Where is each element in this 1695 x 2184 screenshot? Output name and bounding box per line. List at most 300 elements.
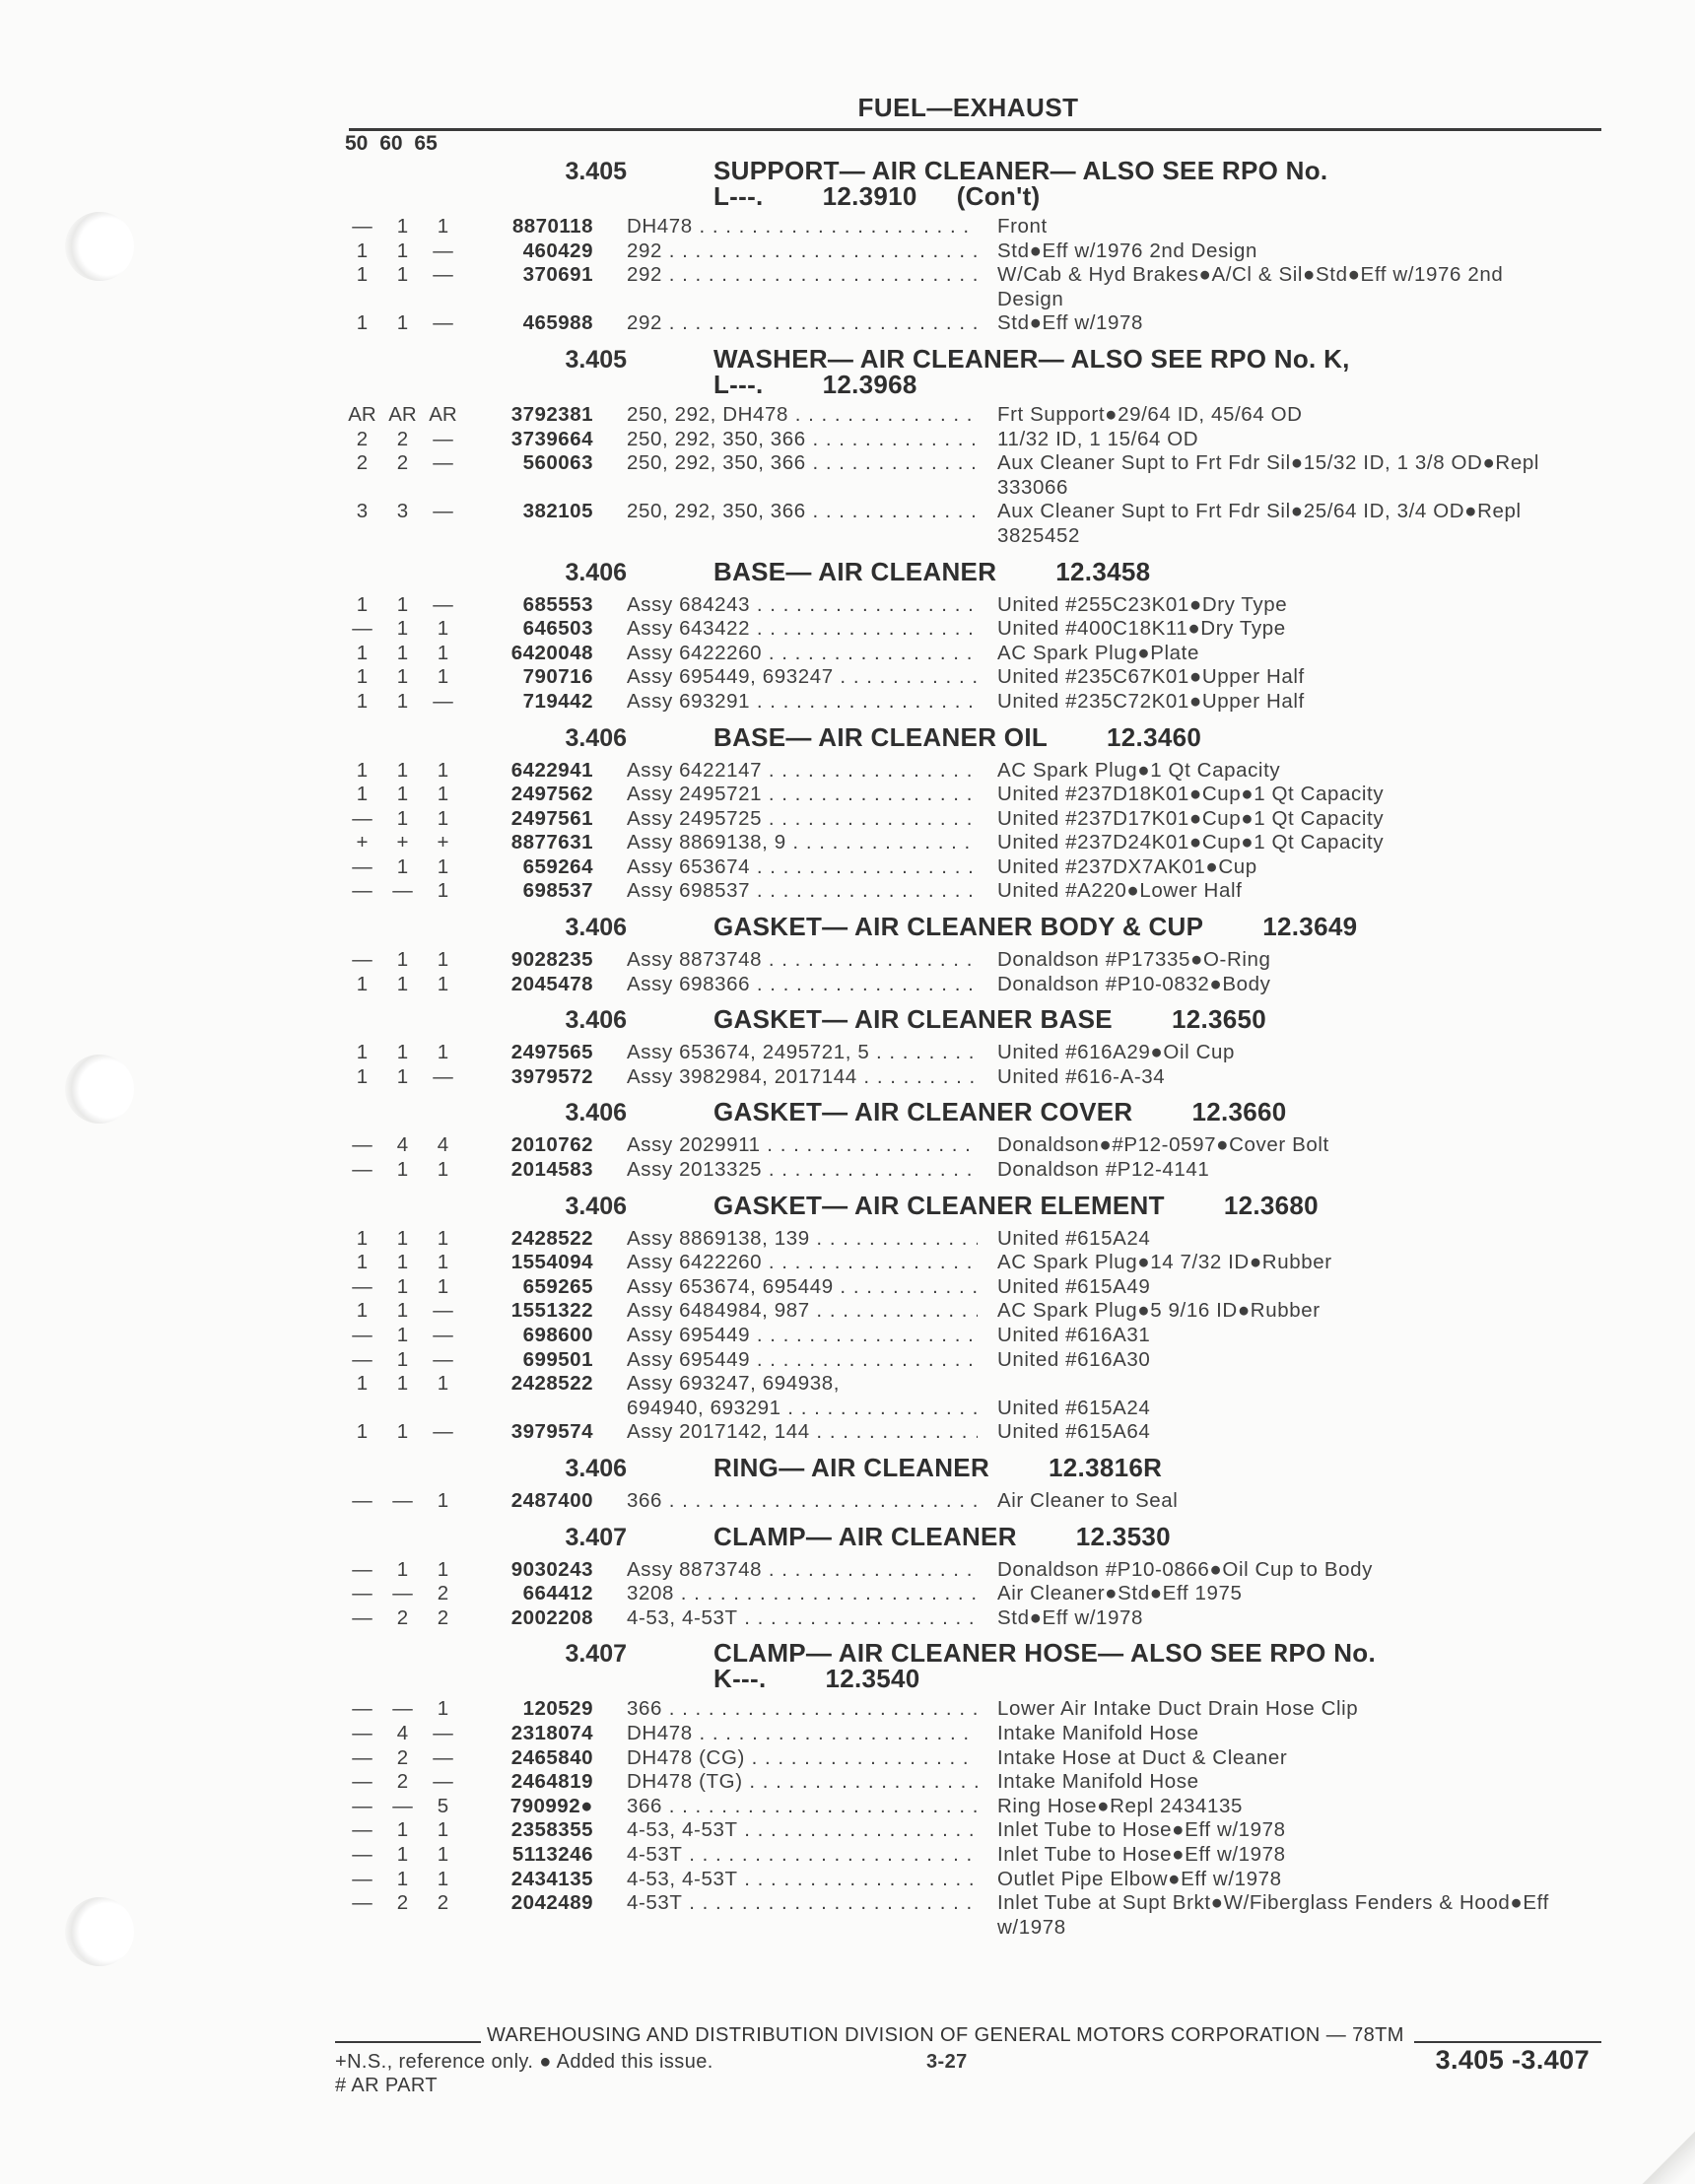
section-header (335, 1453, 1601, 1483)
part-row (335, 1868, 1601, 1892)
page-footer (335, 2024, 1601, 2108)
part-application: Assy 684243 . . . (627, 593, 978, 618)
section-title-line (713, 1099, 1581, 1125)
section-rows (335, 759, 1601, 905)
year-qty-60: 1 (396, 806, 409, 830)
year-qty-50: 1 (356, 592, 369, 616)
part-application: Assy 3982984, 2017144 . . . (627, 1065, 978, 1090)
part-row (335, 1275, 1601, 1300)
year-qty-60: — (392, 1697, 413, 1721)
part-application: Assy 693247, 694938, (627, 1372, 841, 1396)
part-row (335, 451, 1601, 500)
part-number: 5113246 (511, 1842, 593, 1866)
part-row (335, 239, 1601, 264)
year-qty-65: — (433, 239, 453, 262)
part-number: 719442 (522, 689, 593, 713)
section-header (335, 557, 1601, 587)
part-number: 2428522 (510, 1372, 593, 1396)
year-qty-60: 1 (396, 1867, 409, 1890)
part-row (335, 311, 1601, 336)
part-number: 2497561 (510, 806, 593, 830)
year-qty-60: — (392, 1582, 413, 1605)
part-description: United #235C67K01●Upper Half (997, 665, 1305, 689)
year-qty-60: 1 (396, 1347, 409, 1371)
section-code: 3.406 (565, 723, 627, 752)
year-qty-50: — (352, 1133, 373, 1157)
section-rows (335, 1697, 1601, 1940)
part-application: Assy 695449 . . . (627, 1348, 978, 1373)
binder-hole-top (65, 212, 134, 281)
parts-list (335, 156, 1601, 1947)
part-description: AC Spark Plug●5 9/16 ID●Rubber (997, 1299, 1321, 1323)
year-qty-60: 1 (396, 783, 409, 806)
part-description: Intake Manifold Hose (997, 1721, 1199, 1744)
part-row (335, 263, 1601, 311)
part-application: Assy 2029911 . . . (627, 1133, 978, 1158)
year-qty-65 (423, 1397, 463, 1421)
part-row (335, 1397, 1601, 1421)
year-qty-65: + (437, 831, 449, 854)
section-title-text: SUPPORT— AIR CLEANER— ALSO SEE RPO No. (713, 156, 1328, 185)
part-description: United #616A29●Oil Cup (997, 1041, 1235, 1064)
part-description: Intake Hose at Duct & Cleaner (997, 1745, 1288, 1769)
year-qty-60: — (392, 1794, 413, 1817)
part-row (335, 1299, 1601, 1324)
section-title-text: K---. (713, 1664, 767, 1694)
section-catalog-number: 12.3540 (825, 1664, 920, 1694)
footer-rule-right (1414, 2041, 1601, 2043)
part-application: 366 . . . (627, 1795, 978, 1819)
part-number: 2318074 (510, 1721, 593, 1744)
year-qty-50: — (352, 806, 373, 830)
part-description: Inlet Tube to Hose●Eff w/1978 (997, 1842, 1286, 1866)
footer-legend-ar: # AR PART (335, 2075, 439, 2096)
part-number: 2045478 (510, 972, 593, 995)
year-qty-50: — (352, 1347, 373, 1371)
year-qty-65: 1 (437, 854, 449, 878)
part-number: 8870118 (511, 215, 593, 238)
part-number: 3979574 (510, 1420, 593, 1444)
section-code: 3.405 (565, 345, 627, 374)
part-application: DH478 (CG) . . . (627, 1746, 978, 1771)
year-qty-60: 2 (396, 451, 409, 475)
year-qty-60: 2 (396, 1770, 409, 1794)
section-catalog-number: 12.3968 (822, 369, 917, 399)
part-description: United #400C18K11●Dry Type (997, 617, 1286, 641)
year-qty-50 (342, 1397, 382, 1421)
section-catalog-number: 12.3910 (822, 181, 917, 211)
year-qty-65: 2 (437, 1605, 449, 1629)
year-qty-60: 2 (396, 1605, 409, 1629)
year-qty-65: 1 (437, 1697, 449, 1721)
parts-section (335, 344, 1601, 549)
year-qty-60: 3 (396, 500, 409, 523)
year-qty-50: — (352, 1745, 373, 1769)
year-qty-50: — (352, 854, 373, 878)
part-application: 4-53, 4-53T . . . (627, 1606, 978, 1631)
year-qty-65: — (433, 311, 453, 335)
part-row (335, 1722, 1601, 1746)
section-title-line (713, 1638, 1581, 1669)
part-row (335, 879, 1601, 904)
section-rows (335, 403, 1601, 549)
section-header (335, 722, 1601, 753)
section-title (713, 912, 1581, 942)
section-rows (335, 1227, 1601, 1445)
year-qty-50: — (352, 215, 373, 238)
part-number: 2497565 (510, 1041, 593, 1064)
part-description: United #615A24 (997, 1396, 1151, 1419)
part-description: United #237D17K01●Cup●1 Qt Capacity (997, 806, 1385, 830)
part-number: 698600 (522, 1324, 593, 1346)
part-application: Assy 6484984, 987 . . . (627, 1299, 978, 1324)
part-description: 11/32 ID, 1 15/64 OD (997, 427, 1199, 450)
section-catalog-number: 12.3458 (1055, 556, 1151, 586)
year-qty-50: 1 (356, 1372, 369, 1396)
year-qty-65: — (433, 1299, 453, 1323)
year-qty-60: 1 (396, 215, 409, 238)
year-columns-header: 50 60 65 (345, 132, 438, 155)
part-description: United #616A31 (997, 1324, 1151, 1346)
part-row (335, 1158, 1601, 1183)
part-row (335, 783, 1601, 807)
year-qty-60: 1 (396, 1064, 409, 1088)
part-row (335, 1891, 1601, 1940)
year-qty-50: 1 (356, 1041, 369, 1064)
section-title (713, 1452, 1581, 1482)
part-row (335, 690, 1601, 715)
year-qty-65: — (433, 592, 453, 616)
year-qty-50: — (352, 1158, 373, 1182)
section-rows (335, 215, 1601, 336)
part-number: 560063 (522, 451, 593, 475)
year-qty-60: 1 (396, 311, 409, 335)
year-qty-50: — (352, 1867, 373, 1890)
section-title-text: GASKET— AIR CLEANER COVER (713, 1097, 1133, 1127)
part-description: Frt Support●29/64 ID, 45/64 OD (997, 402, 1303, 426)
section-title-text: BASE— AIR CLEANER (713, 556, 997, 586)
year-qty-60: 1 (396, 1251, 409, 1274)
year-qty-65: 1 (437, 758, 449, 782)
year-qty-50: — (352, 1324, 373, 1346)
year-qty-60: 1 (396, 689, 409, 713)
year-qty-50: — (352, 1274, 373, 1298)
year-qty-65: 1 (437, 1274, 449, 1298)
part-description: Lower Air Intake Duct Drain Hose Clip (997, 1697, 1359, 1721)
year-qty-50: 1 (356, 311, 369, 335)
part-row (335, 1746, 1601, 1771)
section-rows (335, 948, 1601, 996)
year-qty-60: AR (388, 402, 417, 426)
section-header (335, 1191, 1601, 1221)
section-rows (335, 1133, 1601, 1182)
part-row (335, 1606, 1601, 1631)
year-qty-65: 1 (437, 1372, 449, 1396)
parts-section (335, 557, 1601, 715)
part-application: 292 . . . (627, 311, 978, 336)
part-number: 6422941 (510, 758, 593, 782)
year-qty-60: 1 (396, 854, 409, 878)
part-row (335, 500, 1601, 548)
part-row (335, 1348, 1601, 1373)
section-title-line (713, 369, 1581, 399)
part-description: United #255C23K01●Dry Type (997, 592, 1288, 616)
part-application: 4-53, 4-53T . . . (627, 1868, 978, 1892)
part-number: 2002208 (510, 1605, 593, 1629)
year-qty-65: — (433, 500, 453, 523)
year-qty-60: 4 (396, 1133, 409, 1157)
part-description: Std●Eff w/1978 (997, 1605, 1144, 1629)
section-title-line (713, 1190, 1581, 1220)
year-qty-65: — (433, 451, 453, 475)
section-header (335, 156, 1601, 209)
year-qty-50: — (352, 1488, 373, 1512)
part-application: Assy 698537 . . . (627, 879, 978, 904)
year-qty-50: 1 (356, 689, 369, 713)
part-description: Intake Manifold Hose (997, 1770, 1199, 1794)
year-qty-65: 1 (437, 879, 449, 903)
section-title-line (713, 1664, 1581, 1694)
section-code: 3.406 (565, 558, 627, 586)
year-qty-65: 1 (437, 1251, 449, 1274)
part-number: 2358355 (510, 1818, 593, 1842)
part-number: 1554094 (510, 1251, 593, 1274)
parts-section (335, 1522, 1601, 1631)
part-number: 699501 (522, 1347, 593, 1371)
footer-division: WAREHOUSING AND DISTRIBUTION DIVISION OF GENERAL MOTORS CORPORATION — 78TM (487, 2024, 1404, 2046)
year-qty-60: 1 (396, 1557, 409, 1581)
part-description: Donaldson●#P12-0597●Cover Bolt (997, 1133, 1329, 1157)
part-number: 1551322 (510, 1299, 593, 1323)
section-code: 3.406 (565, 1454, 627, 1482)
year-qty-50: — (352, 1557, 373, 1581)
year-qty-65: 1 (437, 641, 449, 664)
year-qty-50: 1 (356, 758, 369, 782)
section-title-text: GASKET— AIR CLEANER BODY & CUP (713, 912, 1204, 942)
part-number: 9030243 (510, 1557, 593, 1581)
year-qty-60: 1 (396, 1372, 409, 1396)
binder-hole-middle (65, 1055, 134, 1124)
part-application: Assy 6422260 . . . (627, 1251, 978, 1275)
year-qty-50: + (356, 831, 369, 854)
part-application: 4-53, 4-53T . . . (627, 1818, 978, 1843)
part-description: AC Spark Plug●14 7/32 ID●Rubber (997, 1251, 1332, 1274)
part-description: United #235C72K01●Upper Half (997, 689, 1305, 713)
part-application: Assy 693291 . . . (627, 690, 978, 715)
year-qty-60: + (396, 831, 409, 854)
part-description: Outlet Pipe Elbow●Eff w/1978 (997, 1867, 1282, 1890)
part-application: Assy 2495721 . . . (627, 783, 978, 807)
part-description: AC Spark Plug●1 Qt Capacity (997, 758, 1281, 782)
part-row (335, 642, 1601, 666)
part-row (335, 1227, 1601, 1252)
part-description: W/Cab & Hyd Brakes●A/Cl & Sil●Std●Eff w/1976 2nd Design (997, 263, 1504, 310)
part-application: 4-53T . . . (627, 1843, 978, 1868)
part-row (335, 1041, 1601, 1065)
part-description: Donaldson #P12-4141 (997, 1158, 1210, 1182)
year-qty-60: 2 (396, 1745, 409, 1769)
section-code: 3.405 (565, 158, 627, 185)
year-qty-50: — (352, 1582, 373, 1605)
part-row (335, 665, 1601, 690)
parts-section (335, 1097, 1601, 1182)
part-application: Assy 698366 . . . (627, 973, 978, 997)
part-row (335, 593, 1601, 618)
part-row (335, 973, 1601, 997)
section-title (713, 1099, 1581, 1125)
part-number: 2434135 (510, 1867, 593, 1890)
year-qty-50: — (352, 879, 373, 903)
year-qty-50: — (352, 1794, 373, 1817)
section-catalog-number: 12.3660 (1191, 1097, 1287, 1127)
section-header (335, 1638, 1601, 1694)
section-title-line (713, 1004, 1581, 1035)
part-row (335, 759, 1601, 784)
part-row (335, 1372, 1601, 1397)
part-row (335, 215, 1601, 239)
year-qty-60: 1 (396, 1158, 409, 1182)
year-qty-50: — (352, 1721, 373, 1744)
parts-section (335, 912, 1601, 996)
year-qty-65: 1 (437, 1226, 449, 1250)
part-row (335, 1489, 1601, 1514)
part-application: Assy 695449 . . . (627, 1324, 978, 1348)
year-qty-65: 1 (437, 806, 449, 830)
part-row (335, 1697, 1601, 1722)
year-qty-50: 1 (356, 263, 369, 287)
section-title (713, 1004, 1581, 1035)
year-qty-50: — (352, 1891, 373, 1915)
part-row (335, 948, 1601, 973)
part-number: 2465840 (510, 1745, 593, 1769)
year-qty-60: 1 (396, 1420, 409, 1444)
year-qty-65: — (433, 1721, 453, 1744)
part-application: Assy 695449, 693247 . . . (627, 665, 978, 690)
part-description: United #616-A-34 (997, 1064, 1166, 1088)
section-title-text: CLAMP— AIR CLEANER HOSE— ALSO SEE RPO No. (713, 1638, 1376, 1669)
year-qty-65: 1 (437, 783, 449, 806)
part-number: 698537 (522, 879, 593, 903)
year-qty-50: — (352, 1818, 373, 1842)
part-number: 2428522 (510, 1226, 593, 1250)
section-rows (335, 1489, 1601, 1514)
part-application: 250, 292, DH478 . . . (627, 403, 978, 428)
part-row (335, 1770, 1601, 1795)
part-number: 790716 (522, 665, 593, 689)
part-application: 292 . . . (627, 263, 978, 311)
year-qty-60: 1 (396, 1299, 409, 1323)
binder-hole-bottom (65, 1897, 134, 1966)
part-description: Air Cleaner●Std●Eff 1975 (997, 1582, 1243, 1605)
year-qty-65: 1 (437, 972, 449, 995)
part-row (335, 428, 1601, 452)
part-application: 366 . . . (627, 1697, 978, 1722)
catalog-page (335, 0, 1601, 2184)
part-description: AC Spark Plug●Plate (997, 641, 1199, 664)
part-number: 790992● (509, 1794, 593, 1817)
year-qty-65: — (433, 1064, 453, 1088)
part-number: 685553 (522, 592, 593, 616)
part-description: United #616A30 (997, 1347, 1151, 1371)
year-qty-60: 1 (396, 1324, 409, 1346)
part-application: 366 . . . (627, 1489, 978, 1514)
section-header (335, 344, 1601, 397)
section-title-text: CLAMP— AIR CLEANER (713, 1521, 1017, 1551)
section-title-text: L---. (713, 369, 764, 399)
section-title-text: GASKET— AIR CLEANER BASE (713, 1004, 1113, 1035)
section-rows (335, 1041, 1601, 1089)
year-qty-65: 4 (437, 1133, 449, 1157)
part-application: Assy 8869138, 9 . . . (627, 831, 978, 855)
part-number: 382105 (522, 500, 593, 523)
year-qty-60: 1 (396, 948, 409, 972)
year-qty-60: 1 (396, 1818, 409, 1842)
page-number: 3-27 (926, 2051, 968, 2073)
part-number: 120529 (522, 1697, 593, 1721)
year-qty-65: — (433, 689, 453, 713)
section-code: 3.406 (565, 1192, 627, 1220)
year-qty-65: — (433, 427, 453, 450)
year-qty-65: 1 (437, 1557, 449, 1581)
year-qty-65: 1 (437, 665, 449, 689)
part-description: Inlet Tube to Hose●Eff w/1978 (997, 1818, 1286, 1842)
section-title-line (713, 721, 1581, 752)
section-title-text: BASE— AIR CLEANER OIL (713, 721, 1049, 752)
section-continued: (Con't) (956, 181, 1041, 211)
part-description: Donaldson #P10-0832●Body (997, 972, 1271, 995)
year-qty-60: 1 (396, 263, 409, 287)
part-application: Assy 643422 . . . (627, 617, 978, 642)
year-qty-60: 2 (396, 427, 409, 450)
part-number: 2497562 (510, 783, 593, 806)
year-qty-65: 1 (437, 1041, 449, 1064)
part-number: 2042489 (510, 1891, 593, 1915)
section-catalog-number: 12.3650 (1171, 1004, 1267, 1035)
year-qty-50: 1 (356, 1299, 369, 1323)
year-qty-50: — (352, 1770, 373, 1794)
section-header (335, 1097, 1601, 1127)
part-application: Assy 6422147 . . . (627, 759, 978, 784)
part-row (335, 1843, 1601, 1868)
year-qty-50: — (352, 948, 373, 972)
year-qty-60: 1 (396, 1226, 409, 1250)
year-qty-50: 2 (356, 427, 369, 450)
part-description: Aux Cleaner Supt to Frt Fdr Sil●25/64 ID, 3/4 OD●Repl 3825452 (997, 500, 1522, 547)
part-application: 250, 292, 350, 366 . . . (627, 500, 978, 548)
section-header (335, 912, 1601, 942)
year-qty-50: AR (348, 402, 376, 426)
section-title-line (713, 1521, 1581, 1551)
part-number: 465988 (522, 311, 593, 335)
part-row (335, 1818, 1601, 1843)
year-qty-50: — (352, 1697, 373, 1721)
part-row (335, 1420, 1601, 1445)
part-row (335, 1324, 1601, 1348)
section-catalog-number: 12.3460 (1107, 721, 1202, 752)
part-description: United #237DX7AK01●Cup (997, 854, 1257, 878)
part-application: Assy 8869138, 139 . . . (627, 1227, 978, 1252)
year-qty-50: — (352, 1605, 373, 1629)
year-qty-50: 1 (356, 972, 369, 995)
part-description (997, 1372, 1569, 1397)
part-description: Std●Eff w/1976 2nd Design (997, 239, 1258, 262)
year-qty-50: 1 (356, 239, 369, 262)
section-code: 3.407 (565, 1523, 627, 1551)
year-qty-65: 1 (437, 1158, 449, 1182)
year-qty-50: 1 (356, 1226, 369, 1250)
section-title (713, 158, 1581, 209)
year-qty-65: — (433, 1420, 453, 1444)
